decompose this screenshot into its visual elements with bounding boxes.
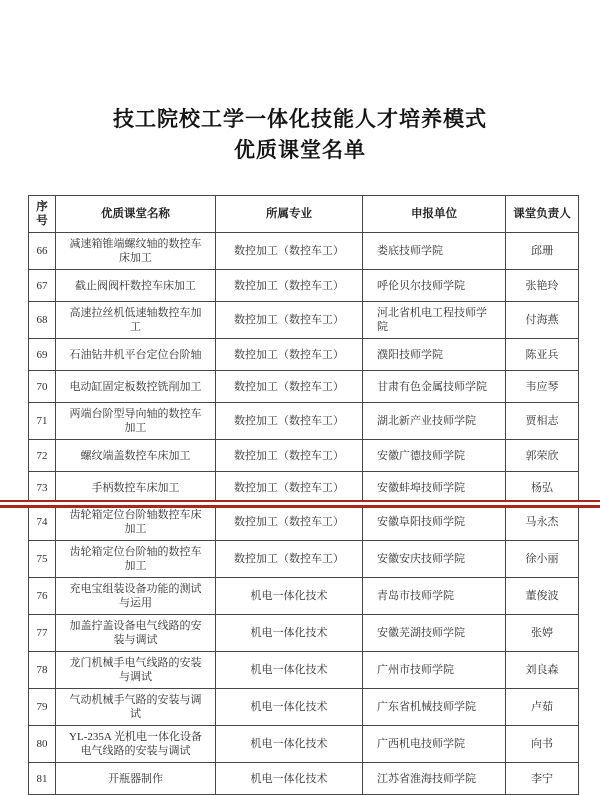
cell-classroom-name: 开瓶器制作 — [56, 763, 216, 795]
cell-serial-number: 79 — [29, 689, 56, 726]
cell-classroom-name: YL-235A 光机电一体化设备电气线路的安装与调试 — [56, 726, 216, 763]
cell-organization: 甘肃有色金属技师学院 — [363, 371, 506, 403]
cell-organization: 安徽阜阳技师学院 — [363, 504, 506, 541]
cell-organization: 濮阳技师学院 — [363, 339, 506, 371]
quality-classroom-table — [28, 195, 579, 795]
header-row — [29, 196, 579, 233]
cell-organization: 河北省机电工程技师学院 — [363, 302, 506, 339]
table-row — [29, 652, 579, 689]
cell-serial-number: 81 — [29, 763, 56, 795]
cell-classroom-name: 充电宝组装设备功能的测试与运用 — [56, 578, 216, 615]
cell-major: 数控加工（数控车工） — [216, 302, 363, 339]
cell-major: 机电一体化技术 — [216, 652, 363, 689]
cell-serial-number: 80 — [29, 726, 56, 763]
cell-organization: 安徽安庆技师学院 — [363, 541, 506, 578]
cell-organization: 湖北新产业技师学院 — [363, 403, 506, 440]
cell-classroom-name: 两端台阶型导向轴的数控车加工 — [56, 403, 216, 440]
cell-person: 马永杰 — [506, 504, 579, 541]
cell-classroom-name: 截止阀阀杆数控车床加工 — [56, 270, 216, 302]
cell-organization: 呼伦贝尔技师学院 — [363, 270, 506, 302]
table-row — [29, 541, 579, 578]
cell-major: 数控加工（数控车工） — [216, 504, 363, 541]
cell-serial-number: 74 — [29, 504, 56, 541]
table-row — [29, 339, 579, 371]
document-title-line2: 优质课堂名单 — [234, 138, 366, 162]
document-title-line1: 技工院校工学一体化技能人才培养模式 — [113, 107, 487, 131]
cell-serial-number: 72 — [29, 440, 56, 472]
cell-classroom-name: 气动机械手气路的安装与调试 — [56, 689, 216, 726]
cell-serial-number: 71 — [29, 403, 56, 440]
cell-person: 卢茹 — [506, 689, 579, 726]
cell-classroom-name: 螺纹端盖数控车床加工 — [56, 440, 216, 472]
header-major: 所属专业 — [216, 196, 363, 233]
cell-person: 杨弘 — [506, 472, 579, 504]
header-serial-number: 序号 — [29, 196, 56, 233]
cell-organization: 安徽蚌埠技师学院 — [363, 472, 506, 504]
cell-person: 张婷 — [506, 615, 579, 652]
cell-classroom-name: 石油钻井机平台定位台阶轴 — [56, 339, 216, 371]
cell-major: 数控加工（数控车工） — [216, 233, 363, 270]
cell-major: 数控加工（数控车工） — [216, 339, 363, 371]
cell-person: 韦应琴 — [506, 371, 579, 403]
table-row — [29, 726, 579, 763]
cell-major: 机电一体化技术 — [216, 578, 363, 615]
cell-major: 数控加工（数控车工） — [216, 472, 363, 504]
cell-major: 数控加工（数控车工） — [216, 403, 363, 440]
cell-person: 贾相志 — [506, 403, 579, 440]
cell-major: 机电一体化技术 — [216, 615, 363, 652]
cell-classroom-name: 齿轮箱定位台阶轴的数控车加工 — [56, 541, 216, 578]
table-row — [29, 440, 579, 472]
table-row — [29, 302, 579, 339]
cell-organization: 广西机电技师学院 — [363, 726, 506, 763]
cell-organization: 娄底技师学院 — [363, 233, 506, 270]
cell-major: 数控加工（数控车工） — [216, 440, 363, 472]
cell-classroom-name: 齿轮箱定位台阶轴数控车床加工 — [56, 504, 216, 541]
document-title — [0, 0, 600, 166]
cell-person: 董俊波 — [506, 578, 579, 615]
cell-serial-number: 77 — [29, 615, 56, 652]
cell-classroom-name: 高速拉丝机低速轴数控车加工 — [56, 302, 216, 339]
header-classroom-name: 优质课堂名称 — [56, 196, 216, 233]
cell-serial-number: 66 — [29, 233, 56, 270]
table-row — [29, 233, 579, 270]
table-row — [29, 615, 579, 652]
table-row — [29, 371, 579, 403]
cell-serial-number: 67 — [29, 270, 56, 302]
table-row — [29, 504, 579, 541]
header-person: 课堂负责人 — [506, 196, 579, 233]
cell-major: 数控加工（数控车工） — [216, 270, 363, 302]
cell-classroom-name: 手柄数控车床加工 — [56, 472, 216, 504]
cell-person: 付海燕 — [506, 302, 579, 339]
cell-serial-number: 75 — [29, 541, 56, 578]
table-row — [29, 578, 579, 615]
table-header — [29, 196, 579, 233]
cell-major: 机电一体化技术 — [216, 763, 363, 795]
table-row — [29, 689, 579, 726]
cell-classroom-name: 电动缸固定板数控铣削加工 — [56, 371, 216, 403]
cell-major: 机电一体化技术 — [216, 689, 363, 726]
cell-person: 向书 — [506, 726, 579, 763]
cell-person: 陈亚兵 — [506, 339, 579, 371]
cell-major: 机电一体化技术 — [216, 726, 363, 763]
cell-organization: 青岛市技师学院 — [363, 578, 506, 615]
cell-classroom-name: 减速箱锥端螺纹轴的数控车床加工 — [56, 233, 216, 270]
cell-person: 徐小丽 — [506, 541, 579, 578]
cell-serial-number: 70 — [29, 371, 56, 403]
cell-person: 郭荣欣 — [506, 440, 579, 472]
cell-organization: 广州市技师学院 — [363, 652, 506, 689]
cell-person: 邱珊 — [506, 233, 579, 270]
table-row — [29, 403, 579, 440]
cell-person: 张艳玲 — [506, 270, 579, 302]
cell-classroom-name: 龙门机械手电气线路的安装与调试 — [56, 652, 216, 689]
table-row — [29, 763, 579, 795]
cell-organization: 安徽广德技师学院 — [363, 440, 506, 472]
cell-serial-number: 69 — [29, 339, 56, 371]
cell-person: 刘良森 — [506, 652, 579, 689]
red-underline-annotation — [0, 500, 600, 508]
cell-serial-number: 73 — [29, 472, 56, 504]
cell-serial-number: 78 — [29, 652, 56, 689]
table-body — [29, 233, 579, 795]
cell-classroom-name: 加盖拧盖设备电气线路的安装与调试 — [56, 615, 216, 652]
cell-organization: 安徽芜湖技师学院 — [363, 615, 506, 652]
cell-major: 数控加工（数控车工） — [216, 371, 363, 403]
cell-major: 数控加工（数控车工） — [216, 541, 363, 578]
table-row — [29, 270, 579, 302]
cell-organization: 江苏省淮海技师学院 — [363, 763, 506, 795]
cell-person: 李宁 — [506, 763, 579, 795]
cell-organization: 广东省机械技师学院 — [363, 689, 506, 726]
cell-serial-number: 76 — [29, 578, 56, 615]
cell-serial-number: 68 — [29, 302, 56, 339]
header-organization: 申报单位 — [363, 196, 506, 233]
